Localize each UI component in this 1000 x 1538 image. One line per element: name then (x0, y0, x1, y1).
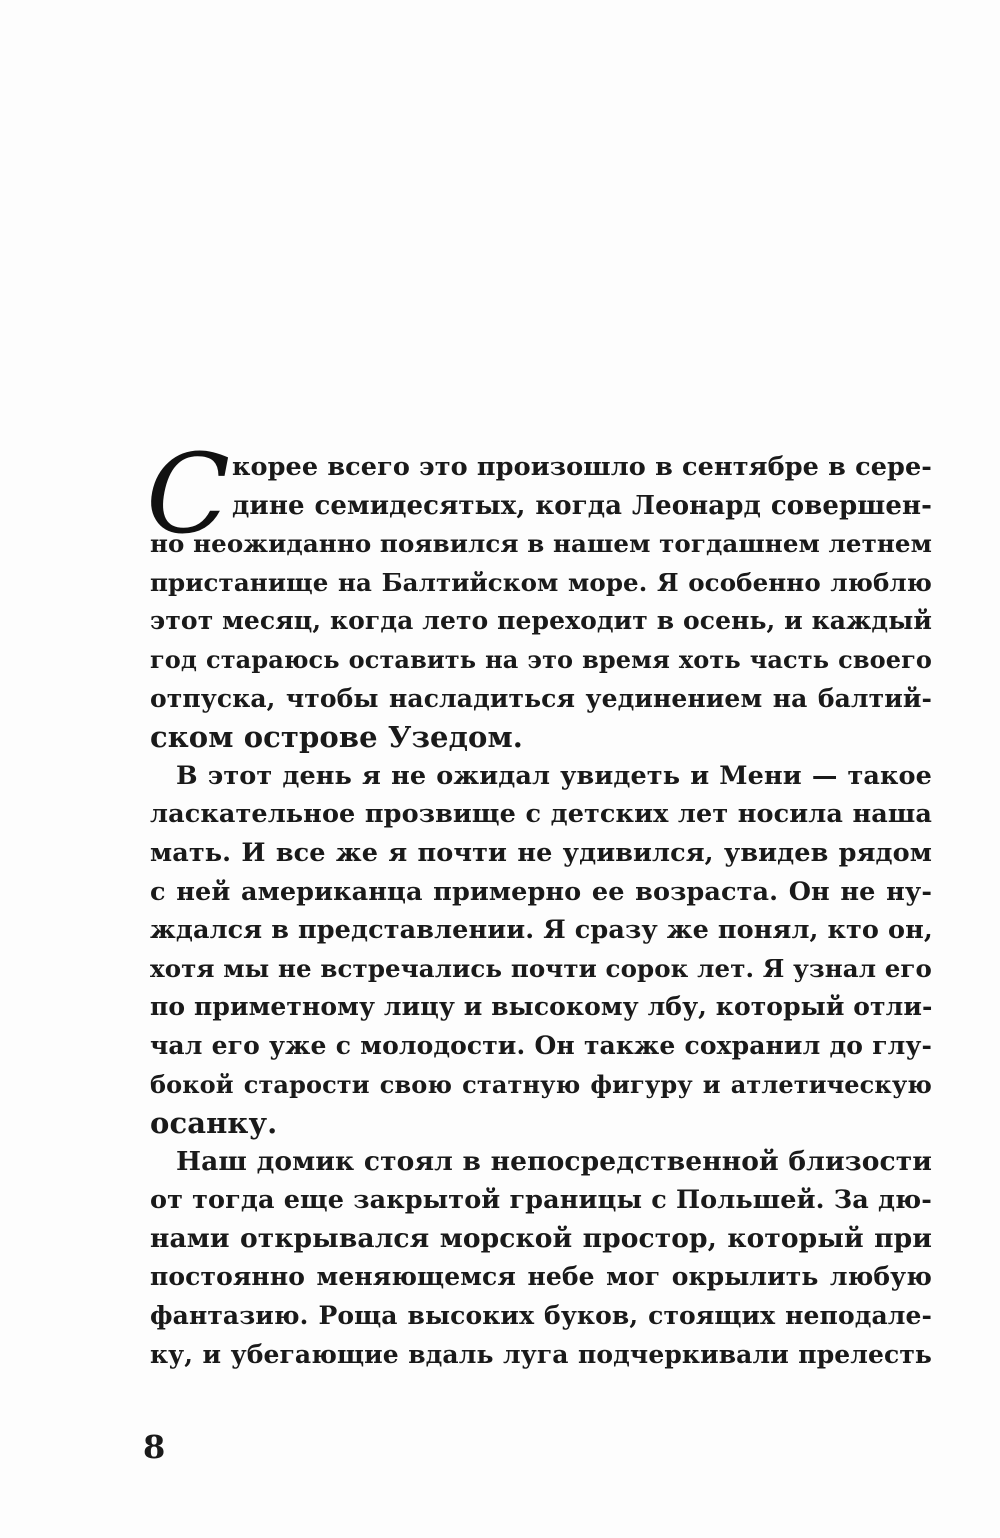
text-line: пристанище на Балтийском море. Я особенно люблю (150, 567, 932, 597)
text-line: но неожиданно появился в нашем тогдашнем летнем (150, 529, 932, 559)
text-line: Наш домик стоял в непосредственной близости (176, 1145, 932, 1177)
text-line: ласкательное прозвище с детских лет носила наша (150, 799, 932, 830)
text-line: чал его уже с молодости. Он также сохранил до глу- (150, 1030, 932, 1060)
text-line: осанку. (150, 1106, 278, 1141)
paragraph-3 (150, 1143, 932, 1375)
text-line: ждался в представлении. Я сразу же понял, кто он, (150, 915, 933, 946)
text-line: постоянно меняющемся небе мог окрылить любую (150, 1262, 932, 1292)
text-line: нами открывался морской простор, который при (150, 1222, 932, 1254)
text-line: корее всего это произошло в сентябре в сере- (232, 452, 932, 482)
text-line: мать. И все же я почти не удивился, увидев рядом (150, 837, 932, 868)
text-line: дине семидесятых, когда Леонард совершен- (232, 490, 932, 521)
body-text (146, 430, 933, 1374)
paragraph-1 (146, 430, 932, 757)
text-line: с ней американца примерно ее возраста. Он не ну- (150, 876, 932, 907)
text-line: по приметному лицу и высокому лбу, который отли- (150, 992, 933, 1022)
text-line: год стараюсь оставить на это время хоть часть своего (150, 644, 932, 674)
text-line: ском острове Узедом. (150, 720, 523, 755)
text-line: этот месяц, когда лето переходит в осень, и каждый (150, 606, 932, 636)
text-line: фантазию. Роща высоких буков, стоящих неподале- (150, 1301, 932, 1331)
text-line: отпуска, чтобы насладиться уединением на балтий- (150, 683, 932, 713)
drop-cap: С (146, 430, 231, 558)
text-line: хотя мы не встречались почти сорок лет. Я узнал его (150, 953, 932, 983)
text-line: бокой старости свою статную фигуру и атлетическую (150, 1069, 932, 1099)
text-line: В этот день я не ожидал увидеть и Мени — такое (176, 760, 932, 791)
page-number: 8 (143, 1428, 166, 1466)
paragraph-2 (150, 757, 932, 1143)
text-line: от тогда еще закрытой границы с Польшей. За дю- (150, 1185, 932, 1216)
text-line: ку, и убегающие вдаль луга подчеркивали прелесть (150, 1339, 932, 1369)
